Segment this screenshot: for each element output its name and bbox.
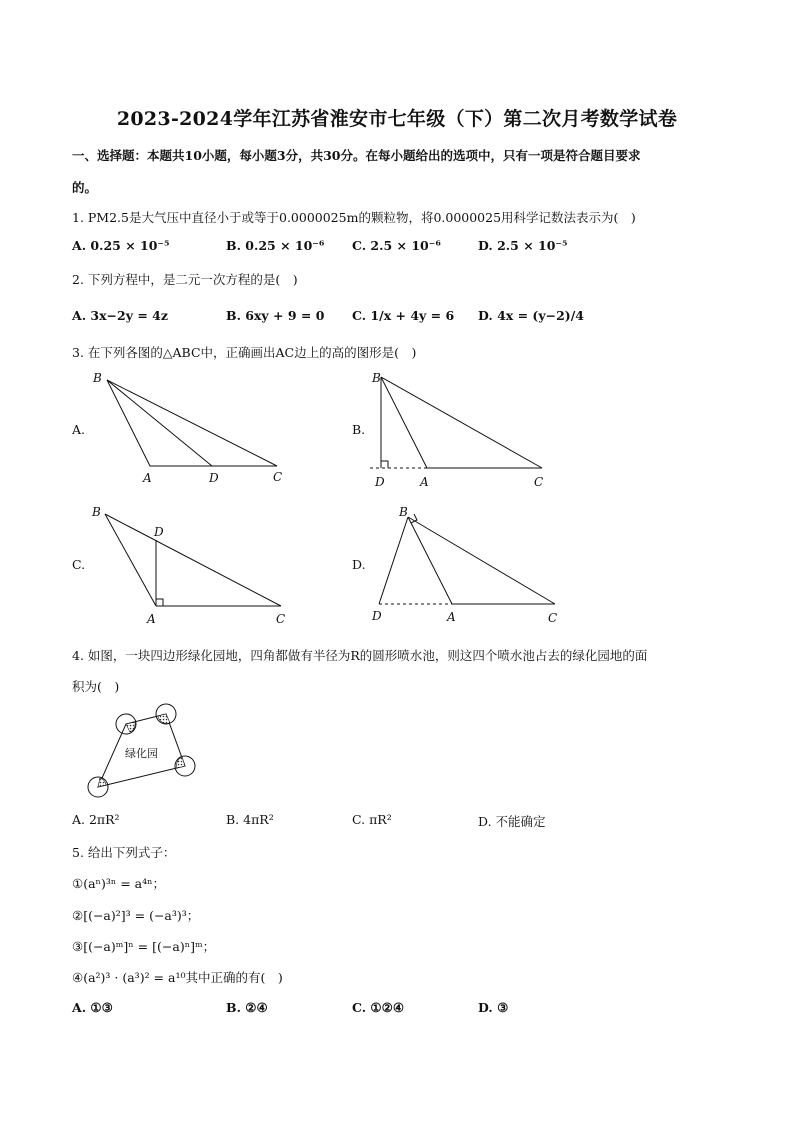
question-1-stem: 1. PM2.5是大气压中直径小于或等于0.0000025m的颗粒物，将0.0000025用科学记数法表示为( ): [72, 210, 636, 225]
question-5-option-d: D. ③: [478, 1000, 509, 1015]
section-heading-line2: 的。: [72, 180, 98, 195]
triangle-figure-c: [85, 500, 295, 630]
svg-text:B: B: [372, 371, 381, 385]
question-5-option-c: C. ①②④: [352, 1000, 405, 1015]
question-1-option-b: B. 0.25 × 10⁻⁶: [226, 238, 325, 253]
svg-text:B: B: [93, 371, 102, 385]
svg-text:D: D: [209, 471, 219, 485]
question-3-option-b-label: B.: [352, 422, 366, 437]
svg-text:C: C: [273, 470, 283, 484]
question-4-option-d: D. 不能确定: [478, 814, 546, 829]
question-5-item-4: ④(a²)³ · (a³)² = a¹⁰其中正确的有( ): [72, 970, 283, 985]
triangle-figure-b: [362, 365, 562, 495]
question-5-option-b: B. ②④: [226, 1000, 268, 1015]
garden-label: 绿化园: [125, 747, 158, 760]
question-2-option-d: D. 4x = (y−2)/4: [478, 308, 584, 323]
question-1-option-d: D. 2.5 × 10⁻⁵: [478, 238, 568, 253]
svg-text:B: B: [92, 505, 101, 519]
svg-text:D: D: [154, 525, 164, 539]
question-2-stem: 2. 下列方程中，是二元一次方程的是( ): [72, 272, 298, 287]
question-3-option-d-label: D.: [352, 557, 366, 572]
svg-text:A: A: [143, 471, 152, 485]
question-4-option-a: A. 2πR²: [72, 812, 120, 827]
question-2-option-b: B. 6xy + 9 = 0: [226, 308, 325, 323]
question-3-option-a-label: A.: [72, 422, 86, 437]
section-heading-line1: 一、选择题：本题共10小题，每小题3分，共30分。在每小题给出的选项中，只有一项是符合题目要求: [72, 148, 641, 163]
page-title: 2023-2024学年江苏省淮安市七年级（下）第二次月考数学试卷: [116, 108, 678, 130]
svg-text:D: D: [372, 609, 382, 623]
svg-text:A: A: [420, 475, 429, 489]
svg-text:C: C: [276, 612, 286, 626]
question-4-option-c: C. πR²: [352, 812, 392, 827]
question-1-option-a: A. 0.25 × 10⁻⁵: [72, 238, 170, 253]
question-5-item-1: ①(aⁿ)³ⁿ = a⁴ⁿ；: [72, 876, 166, 891]
svg-text:D: D: [375, 475, 385, 489]
question-4-stem-line2: 积为( ): [72, 679, 120, 694]
svg-text:C: C: [548, 611, 558, 625]
question-4-stem-line1: 4. 如图，一块四边形绿化园地，四角都做有半径为R的圆形喷水池，则这四个喷水池占去的绿化园地的面: [72, 648, 648, 663]
question-5-item-3: ③[(−a)ᵐ]ⁿ = [(−a)ⁿ]ᵐ；: [72, 939, 216, 954]
question-4-option-b: B. 4πR²: [226, 812, 274, 827]
question-1-option-c: C. 2.5 × 10⁻⁶: [352, 238, 441, 253]
question-5-stem: 5. 给出下列式子：: [72, 845, 176, 860]
svg-text:C: C: [534, 475, 544, 489]
triangle-figure-a: [85, 365, 295, 490]
question-5-item-2: ②[(−a)²]³ = (−a³)³；: [72, 908, 200, 923]
triangle-figure-d: [362, 500, 572, 630]
question-3-option-c-label: C.: [72, 557, 86, 572]
svg-text:A: A: [147, 612, 156, 626]
question-2-option-a: A. 3x−2y = 4z: [72, 308, 168, 323]
svg-text:A: A: [447, 610, 456, 624]
garden-quadrilateral-figure: [78, 700, 213, 805]
question-3-stem: 3. 在下列各图的△ABC中，正确画出AC边上的高的图形是( ): [72, 345, 417, 360]
question-5-option-a: A. ①③: [72, 1000, 113, 1015]
question-2-option-c: C. 1/x + 4y = 6: [352, 308, 455, 323]
svg-text:B: B: [399, 505, 408, 519]
